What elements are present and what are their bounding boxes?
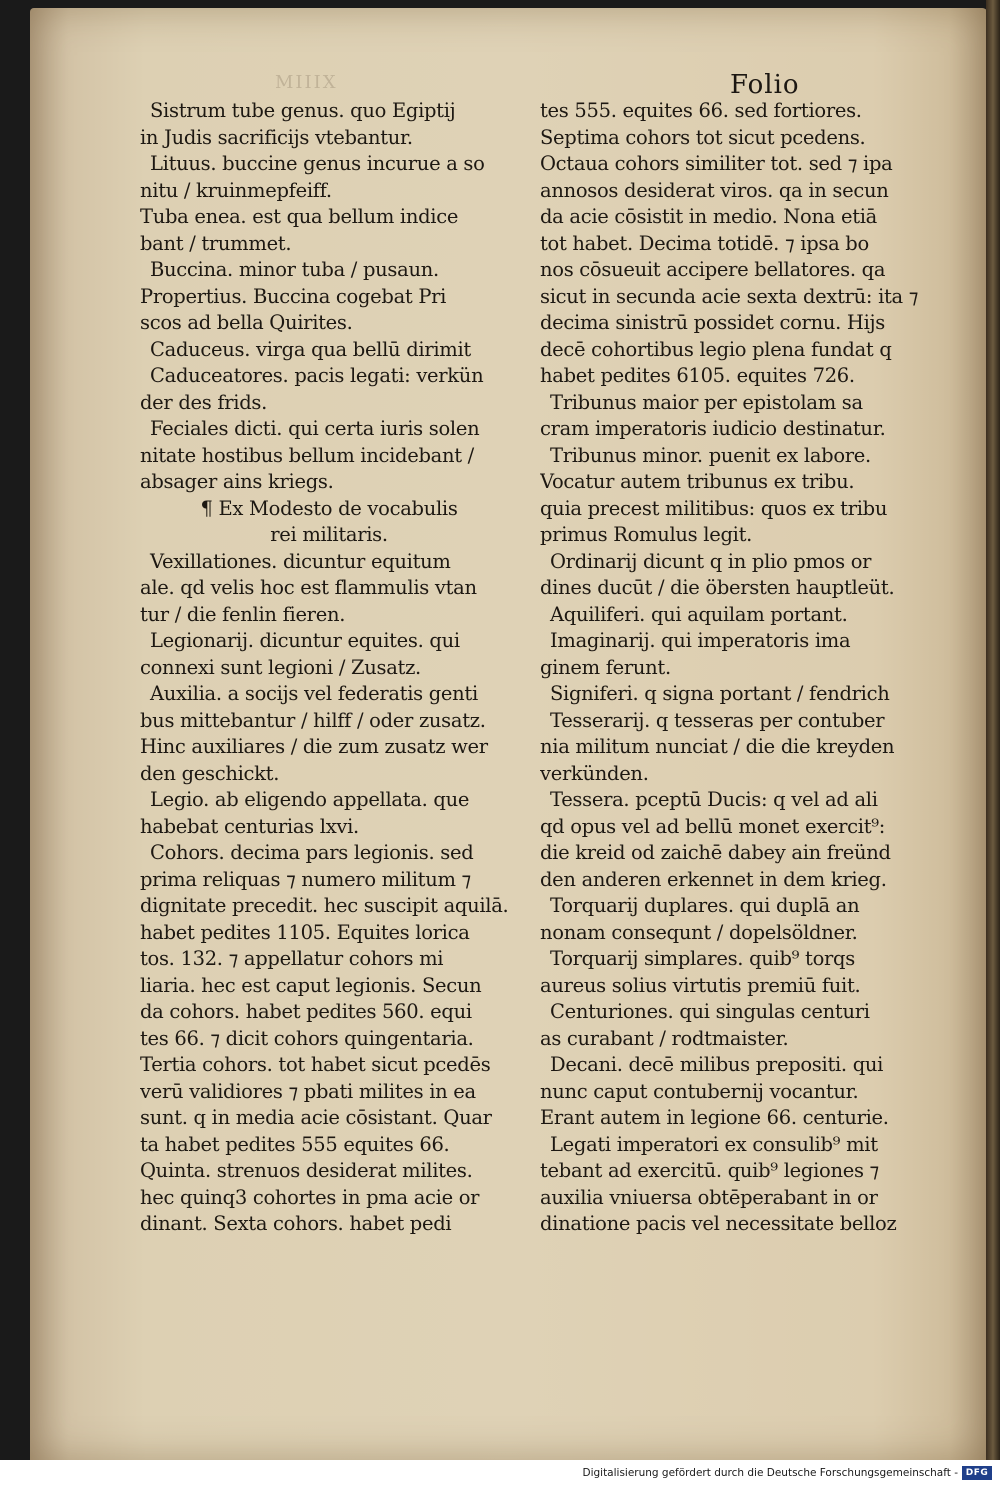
text-line: Legionarij. dicuntur equites. qui	[150, 629, 460, 652]
text-line: Erant autem in legione 66. centurie.	[540, 1106, 889, 1129]
text-line: Tuba enea. est qua bellum indice	[140, 205, 459, 228]
right-text-column	[540, 98, 918, 1238]
text-line: qd opus vel ad bellū monet exercit⁹:	[540, 814, 886, 838]
text-line: Feciales dicti. qui certa iuris solen	[150, 417, 480, 440]
text-line: auxilia vniuersa obtēperabant in or	[540, 1185, 878, 1209]
text-line: decē cohortibus legio plena fundat q	[540, 337, 892, 361]
text-line: hec quinq3 cohortes in pma acie or	[140, 1185, 480, 1209]
left-text-column	[140, 98, 518, 1238]
text-line: habet pedites 1105. Equites lorica	[140, 920, 470, 944]
text-line: verū validiores ⁊ pbati milites in ea	[140, 1079, 476, 1103]
book-binding-edge	[986, 0, 1000, 1460]
text-line: Aquiliferi. qui aquilam portant.	[550, 602, 848, 626]
text-line: Vexillationes. dicuntur equitum	[150, 549, 451, 573]
text-line: Legio. ab eligendo appellata. que	[150, 788, 470, 811]
text-line: Lituus. buccine genus incurue a so	[150, 152, 485, 175]
text-line: in Judis sacrificijs vtebantur.	[140, 125, 413, 149]
text-line: ta habet pedites 555 equites 66.	[140, 1132, 450, 1156]
text-line: Ordinarij dicunt q in plio pmos or	[550, 549, 872, 573]
text-line: nitate hostibus bellum incidebant /	[140, 443, 474, 467]
text-line: quia precest militibus: quos ex tribu	[540, 496, 888, 520]
text-line: ale. qd velis hoc est flammulis vtan	[140, 576, 477, 599]
text-line: da cohors. habet pedites 560. equi	[140, 1000, 472, 1023]
text-line: primus Romulus legit.	[540, 523, 752, 546]
text-line: sicut in secunda acie sexta dextrū: ita ⁊	[540, 284, 918, 308]
text-line: dinatione pacis vel necessitate belloz	[540, 1212, 897, 1235]
text-line: Legati imperatori ex consulib⁹ mit	[550, 1132, 878, 1156]
text-line: tes 66. ⁊ dicit cohors quingentaria.	[140, 1026, 474, 1050]
text-line: Auxilia. a socijs vel federatis genti	[150, 682, 478, 705]
text-line: dignitate precedit. hec suscipit aquilā.	[140, 894, 509, 917]
text-line: die kreid od zaichē dabey ain freünd	[540, 841, 891, 864]
text-line: rei militaris.	[270, 523, 388, 546]
text-line: Tribunus maior per epistolam sa	[550, 390, 863, 414]
text-line: Centuriones. qui singulas centuri	[550, 1000, 870, 1023]
text-line: nitu / kruinmepfeiff.	[140, 178, 332, 202]
footer-credit: Digitalisierung gefördert durch die Deutsche Forschungsgemeinschaft -	[582, 1467, 958, 1479]
text-line: scos ad bella Quirites.	[140, 311, 353, 334]
text-line: Tertia cohors. tot habet sicut pcedēs	[140, 1053, 491, 1076]
text-line: Octaua cohors similiter tot. sed ⁊ ipa	[540, 152, 893, 175]
text-line: habet pedites 6105. equites 726.	[540, 364, 855, 387]
text-line: tos. 132. ⁊ appellatur cohors mi	[140, 947, 444, 970]
faint-page-mark: MIIIX	[275, 72, 338, 93]
text-line: absager ains kriegs.	[140, 470, 334, 493]
text-line: nunc caput contubernij vocantur.	[540, 1079, 859, 1103]
text-line: Imaginarij. qui imperatoris ima	[550, 629, 851, 652]
text-line: Hinc auxiliares / die zum zusatz wer	[140, 735, 488, 758]
text-line: dinant. Sexta cohors. habet pedi	[140, 1212, 452, 1235]
text-line: annosos desiderat viros. qa in secun	[540, 178, 889, 202]
text-line: Caduceatores. pacis legati: verkün	[150, 364, 484, 387]
text-line: nonam consequnt / dopelsöldner.	[540, 920, 858, 944]
text-line: nos cōsueuit accipere bellatores. qa	[540, 258, 886, 281]
text-line: prima reliquas ⁊ numero militum ⁊	[140, 867, 471, 891]
text-line: aureus solius virtutis premiū fuit.	[540, 973, 861, 997]
text-line: Buccina. minor tuba / pusaun.	[150, 258, 439, 281]
text-line: habebat centurias lxvi.	[140, 814, 359, 838]
text-line: Torquarij duplares. qui duplā an	[550, 894, 860, 917]
text-line: Septima cohors tot sicut pcedens.	[540, 125, 866, 149]
text-line: Propertius. Buccina cogebat Pri	[140, 284, 447, 308]
text-line: da acie cōsistit in medio. Nona etiā	[540, 205, 878, 228]
text-line: Caduceus. virga qua bellū dirimit	[150, 337, 471, 361]
text-line: sunt. q in media acie cōsistant. Quar	[140, 1106, 492, 1129]
text-line: ¶ Ex Modesto de vocabulis	[200, 496, 458, 520]
text-line: Signiferi. q signa portant / fendrich	[550, 682, 890, 705]
text-line: cram imperatoris iudicio destinatur.	[540, 417, 886, 440]
text-line: Cohors. decima pars legionis. sed	[150, 841, 474, 864]
text-line: Sistrum tube genus. quo Egiptij	[150, 99, 456, 122]
text-line: connexi sunt legioni / Zusatz.	[140, 655, 421, 679]
text-line: decima sinistrū possidet cornu. Hijs	[540, 311, 885, 334]
text-line: tot habet. Decima totidē. ⁊ ipsa bo	[540, 231, 869, 255]
text-line: Quinta. strenuos desiderat milites.	[140, 1159, 473, 1182]
text-line: as curabant / rodtmaister.	[540, 1026, 789, 1050]
text-line: verkünden.	[540, 761, 649, 785]
text-line: bus mittebantur / hilff / oder zusatz.	[140, 708, 486, 732]
text-line: den geschickt.	[140, 761, 280, 785]
text-line: bant / trummet.	[140, 231, 292, 255]
text-line: Tessera. pceptū Ducis: q vel ad ali	[550, 788, 878, 811]
folio-header: Folio	[730, 70, 800, 100]
text-line: tur / die fenlin fieren.	[140, 602, 346, 626]
text-line: Decani. decē milibus prepositi. qui	[550, 1053, 884, 1076]
text-line: den anderen erkennet in dem krieg.	[540, 867, 887, 891]
text-line: Torquarij simplares. quib⁹ torqs	[550, 947, 855, 970]
dfg-logo: DFG	[962, 1466, 992, 1480]
text-line: dines ducūt / die öbersten hauptleüt.	[540, 576, 895, 599]
text-line: liaria. hec est caput legionis. Secun	[140, 973, 482, 997]
text-line: der des frids.	[140, 390, 268, 414]
text-line: ginem ferunt.	[540, 655, 671, 679]
text-line: nia militum nunciat / die die kreyden	[540, 735, 895, 758]
text-line: tes 555. equites 66. sed fortiores.	[540, 99, 862, 122]
text-line: Tribunus minor. puenit ex labore.	[550, 443, 871, 467]
text-line: tebant ad exercitū. quib⁹ legiones ⁊	[540, 1159, 879, 1182]
text-line: Tesserarij. q tesseras per contuber	[550, 708, 885, 732]
text-line: Vocatur autem tribunus ex tribu.	[540, 470, 855, 493]
